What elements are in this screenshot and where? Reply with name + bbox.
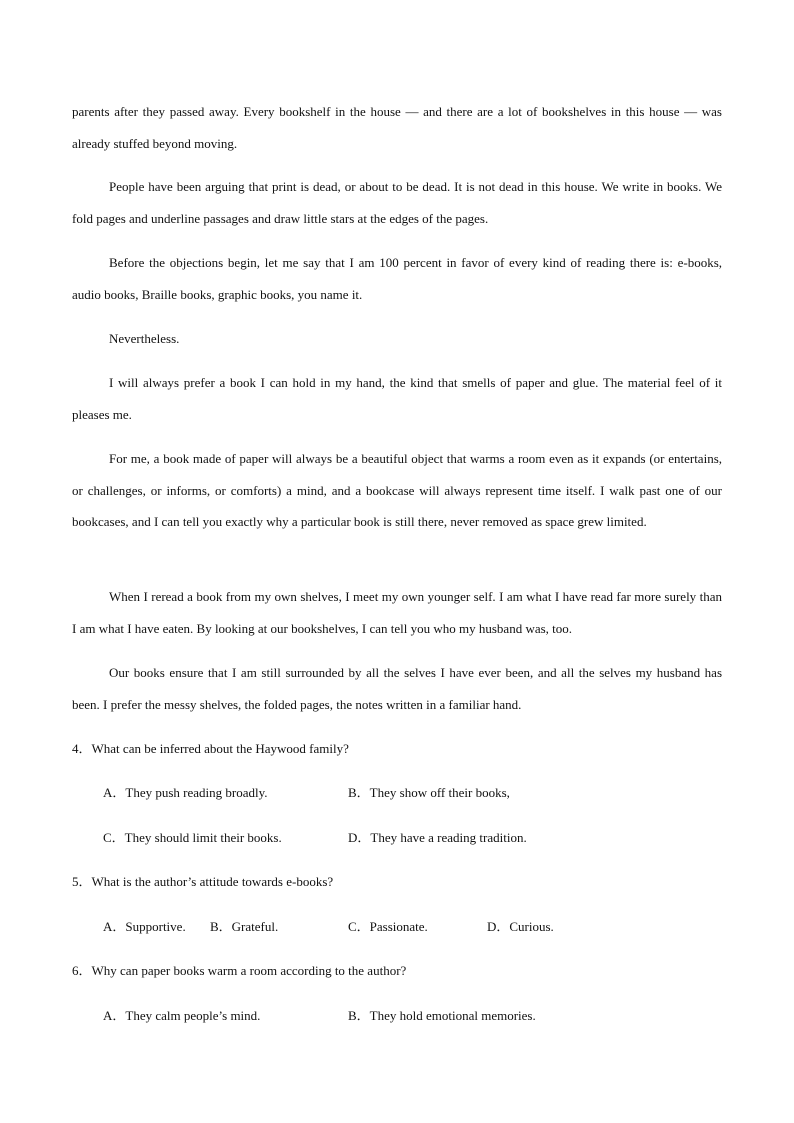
passage-paragraph-1: parents after they passed away. Every bookshelf in the house — and there are a lot of bookshelves in this house — was already stuffed beyond moving. [72,104,722,151]
option-text: They push reading broadly. [125,785,268,800]
question-6-stem [72,961,406,981]
question-number: 4． [72,741,92,756]
option-text: They have a reading tradition. [370,830,527,845]
option-letter: B． [348,1008,370,1023]
option-letter: A． [103,785,126,800]
option-text: Curious. [509,919,554,934]
passage-paragraph-6: For me, a book made of paper will always be a beautiful object that warms a room even as it expands (or entertains, or challenges, or informs, or comforts) a mind, and a bookcase will always represent time itself. I walk past one of our bookcases, and I can tell you exactly why a particular book is still there, never removed as space grew limited. [72,451,722,529]
question-text: What is the author’s attitude towards e-books? [91,874,334,889]
question-5-option-b[interactable] [210,917,278,937]
question-6-option-b[interactable] [348,1006,536,1026]
question-text: What can be inferred about the Haywood family? [91,741,349,756]
option-letter: C． [103,830,125,845]
option-letter: B． [210,919,232,934]
passage-paragraph-2: People have been arguing that print is dead, or about to be dead. It is not dead in this house. We write in books. We fold pages and underline passages and draw little stars at the edges of the pages. [72,179,722,226]
option-text: They should limit their books. [124,830,282,845]
option-text: Passionate. [369,919,428,934]
option-letter: A． [103,1008,126,1023]
passage-paragraph-5: I will always prefer a book I can hold in my hand, the kind that smells of paper and glue. The material feel of it pleases me. [72,375,722,422]
question-4-option-d[interactable] [348,828,527,848]
passage-paragraph-3: Before the objections begin, let me say that I am 100 percent in favor of every kind of reading there is: e-books, audio books, Braille books, graphic books, you name it. [72,255,722,302]
option-text: They calm people’s mind. [125,1008,261,1023]
option-text: They show off their books, [369,785,510,800]
question-5-option-a[interactable] [103,917,186,937]
question-4-option-b[interactable] [348,783,510,803]
question-text: Why can paper books warm a room according to the author? [91,963,407,978]
option-letter: D． [487,919,510,934]
option-text: Supportive. [125,919,186,934]
question-4-stem [72,739,349,759]
question-6-option-a[interactable] [103,1006,260,1026]
passage-paragraph-4: Nevertheless. [109,331,180,346]
option-text: Grateful. [231,919,279,934]
question-5-option-d[interactable] [487,917,554,937]
option-letter: B． [348,785,370,800]
question-number: 5． [72,874,92,889]
question-4-option-a[interactable] [103,783,268,803]
question-5-option-c[interactable] [348,917,428,937]
option-letter: A． [103,919,126,934]
question-5-stem [72,872,333,892]
passage-paragraph-8: Our books ensure that I am still surrounded by all the selves I have ever been, and all the selves my husband has been. I prefer the messy shelves, the folded pages, the notes written in a familiar hand. [72,665,722,712]
option-text: They hold emotional memories. [369,1008,536,1023]
passage-paragraph-7: When I reread a book from my own shelves, I meet my own younger self. I am what I have read far more surely than I am what I have eaten. By looking at our bookshelves, I can tell you who my husband was, too. [72,589,722,636]
question-4-option-c[interactable] [103,828,282,848]
option-letter: D． [348,830,371,845]
question-number: 6． [72,963,92,978]
option-letter: C． [348,919,370,934]
